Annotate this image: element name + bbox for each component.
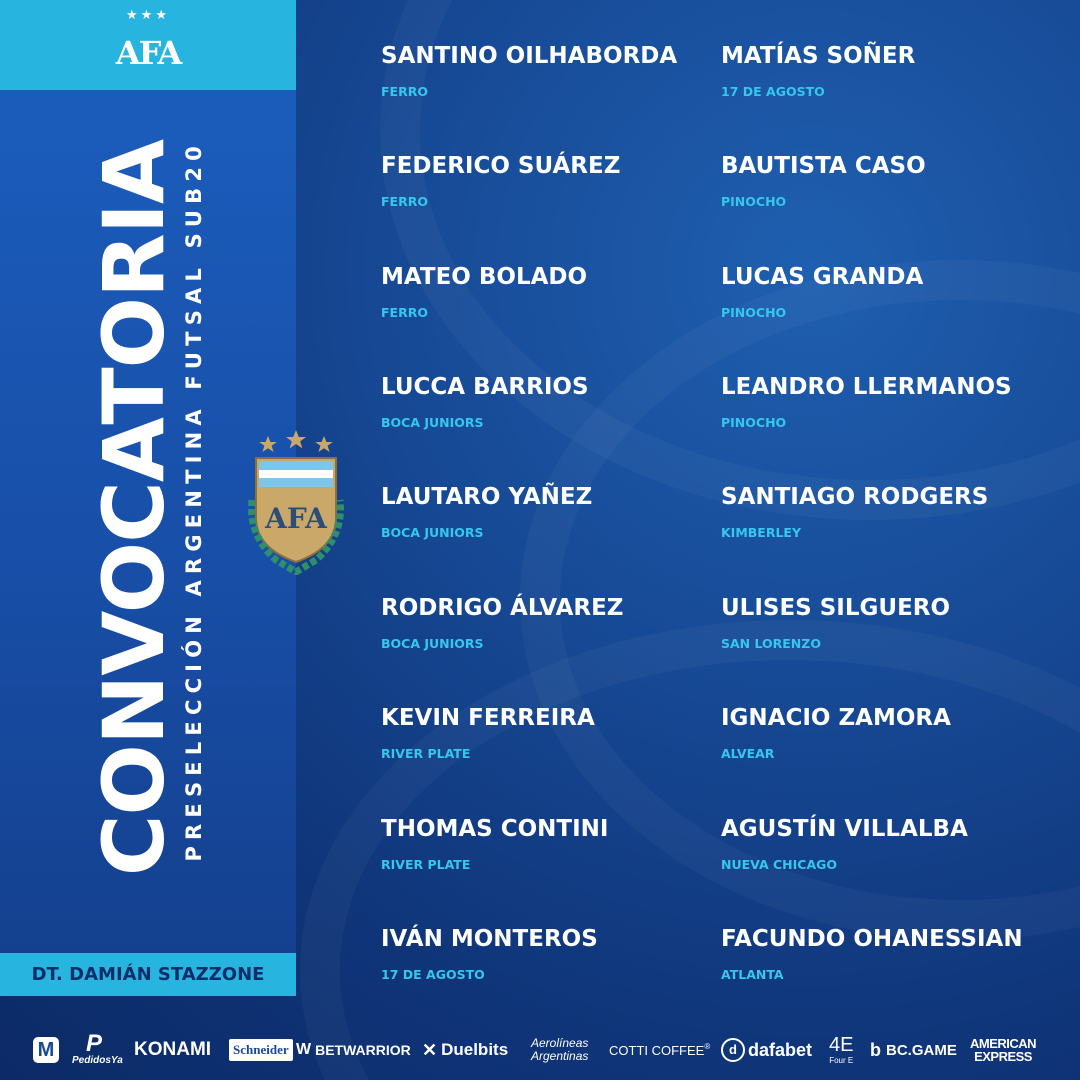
player-name: RODRIGO ÁLVAREZ — [381, 595, 624, 621]
dafabet-mark-icon: d — [721, 1038, 745, 1062]
player-entry — [721, 42, 1061, 100]
player-entry — [381, 815, 721, 873]
player-name: THOMAS CONTINI — [381, 816, 609, 842]
duelbits-label: Duelbits — [441, 1040, 509, 1059]
sponsor-betwarrior — [296, 1030, 411, 1070]
foure-mark-icon: 4E — [829, 1034, 854, 1056]
sponsor-konami: KONAMI — [134, 1039, 212, 1060]
player-name: LEANDRO LLERMANOS — [721, 374, 1012, 400]
player-entry — [381, 483, 721, 541]
player-club: KIMBERLEY — [721, 525, 802, 540]
player-entry — [721, 263, 1061, 321]
title-main: CONVOCATORIA — [85, 140, 183, 877]
duelbits-mark-icon: ✕ — [422, 1039, 438, 1060]
player-club: RIVER PLATE — [381, 857, 471, 872]
coach-label: DT. DAMIÁN STAZZONE — [0, 953, 296, 996]
pedidosya-label: PedidosYa — [72, 1055, 123, 1066]
betwarrior-mark-icon: W — [296, 1041, 312, 1058]
bcgame-mark-icon: b — [870, 1039, 881, 1060]
player-name: IVÁN MONTEROS — [381, 926, 598, 952]
player-club: 17 DE AGOSTO — [381, 967, 485, 982]
player-name: AGUSTÍN VILLALBA — [721, 816, 968, 842]
player-entry — [381, 704, 721, 762]
player-club: BOCA JUNIORS — [381, 525, 484, 540]
aerolineas-line1: Aerolíneas — [531, 1036, 589, 1050]
player-entry — [721, 925, 1061, 983]
mcdonalds-logo-icon: M — [33, 1037, 59, 1063]
amex-line1: AMERICAN — [970, 1036, 1037, 1051]
sponsor-aerolineas — [531, 1030, 588, 1070]
sponsor-four-e — [829, 1030, 853, 1070]
dafabet-label: dafabet — [748, 1039, 813, 1060]
player-club: FERRO — [381, 84, 428, 99]
player-name: IGNACIO ZAMORA — [721, 705, 951, 731]
player-club: ALVEAR — [721, 746, 775, 761]
cotti-label: COTTI COFFEE — [609, 1042, 705, 1058]
player-entry — [721, 815, 1061, 873]
player-name: MATÍAS SOÑER — [721, 43, 916, 69]
schneider-label: Schneider — [229, 1039, 293, 1061]
player-entry — [381, 263, 721, 321]
pedidosya-mark-icon: P — [86, 1030, 103, 1057]
player-name: BAUTISTA CASO — [721, 153, 926, 179]
player-name: LUCCA BARRIOS — [381, 374, 589, 400]
player-entry — [721, 483, 1061, 541]
player-club: BOCA JUNIORS — [381, 415, 484, 430]
player-entry — [721, 704, 1061, 762]
player-name: LAUTARO YAÑEZ — [381, 484, 593, 510]
player-name: ULISES SILGUERO — [721, 595, 951, 621]
sponsor-mcdonalds — [33, 1030, 59, 1070]
player-club: PINOCHO — [721, 194, 787, 209]
bcgame-label: BC.GAME — [886, 1041, 957, 1059]
afa-logo: AFA — [115, 34, 181, 72]
player-entry — [381, 42, 721, 100]
sponsor-schneider — [229, 1030, 293, 1070]
sponsor-bc-game — [870, 1030, 957, 1070]
player-entry — [721, 152, 1061, 210]
player-entry — [381, 152, 721, 210]
player-club: 17 DE AGOSTO — [721, 84, 825, 99]
sponsor-cotti-coffee — [609, 1030, 710, 1070]
player-name: FACUNDO OHANESSIAN — [721, 926, 1023, 952]
cotti-registered-mark: ® — [704, 1041, 711, 1051]
foure-label: Four E — [829, 1056, 854, 1065]
sponsor-pedidosya — [72, 1030, 123, 1070]
afa-logo-box — [0, 0, 296, 90]
aerolineas-line2: Argentinas — [531, 1049, 589, 1063]
player-entry — [721, 373, 1061, 431]
sponsor-strip — [0, 1020, 1080, 1080]
amex-line2: EXPRESS — [974, 1049, 1032, 1064]
player-club: SAN LORENZO — [721, 636, 821, 651]
player-name: MATEO BOLADO — [381, 264, 588, 290]
player-club: RIVER PLATE — [381, 746, 471, 761]
player-club: PINOCHO — [721, 415, 787, 430]
player-club: FERRO — [381, 194, 428, 209]
player-name: KEVIN FERREIRA — [381, 705, 595, 731]
player-entry — [381, 594, 721, 652]
title-subtitle: PRESELECCIÓN ARGENTINA FUTSAL SUB20 — [182, 140, 206, 862]
player-club: PINOCHO — [721, 305, 787, 320]
stars-icon: ★★★ — [126, 8, 170, 23]
svg-text:AFA: AFA — [265, 502, 327, 535]
sponsor-duelbits — [422, 1030, 508, 1070]
player-name: LUCAS GRANDA — [721, 264, 924, 290]
player-club: NUEVA CHICAGO — [721, 857, 838, 872]
player-club: ATLANTA — [721, 967, 784, 982]
player-entry — [721, 594, 1061, 652]
player-club: FERRO — [381, 305, 428, 320]
player-name: SANTINO OILHABORDA — [381, 43, 678, 69]
player-entry — [381, 373, 721, 431]
player-name: FEDERICO SUÁREZ — [381, 153, 621, 179]
betwarrior-label: BETWARRIOR — [315, 1042, 411, 1058]
sponsor-dafabet — [721, 1030, 812, 1070]
title-block — [85, 140, 210, 900]
sponsor-american-express — [970, 1030, 1036, 1070]
player-entry — [381, 925, 721, 983]
player-name: SANTIAGO RODGERS — [721, 484, 989, 510]
player-club: BOCA JUNIORS — [381, 636, 484, 651]
afa-crest-icon — [246, 430, 346, 575]
